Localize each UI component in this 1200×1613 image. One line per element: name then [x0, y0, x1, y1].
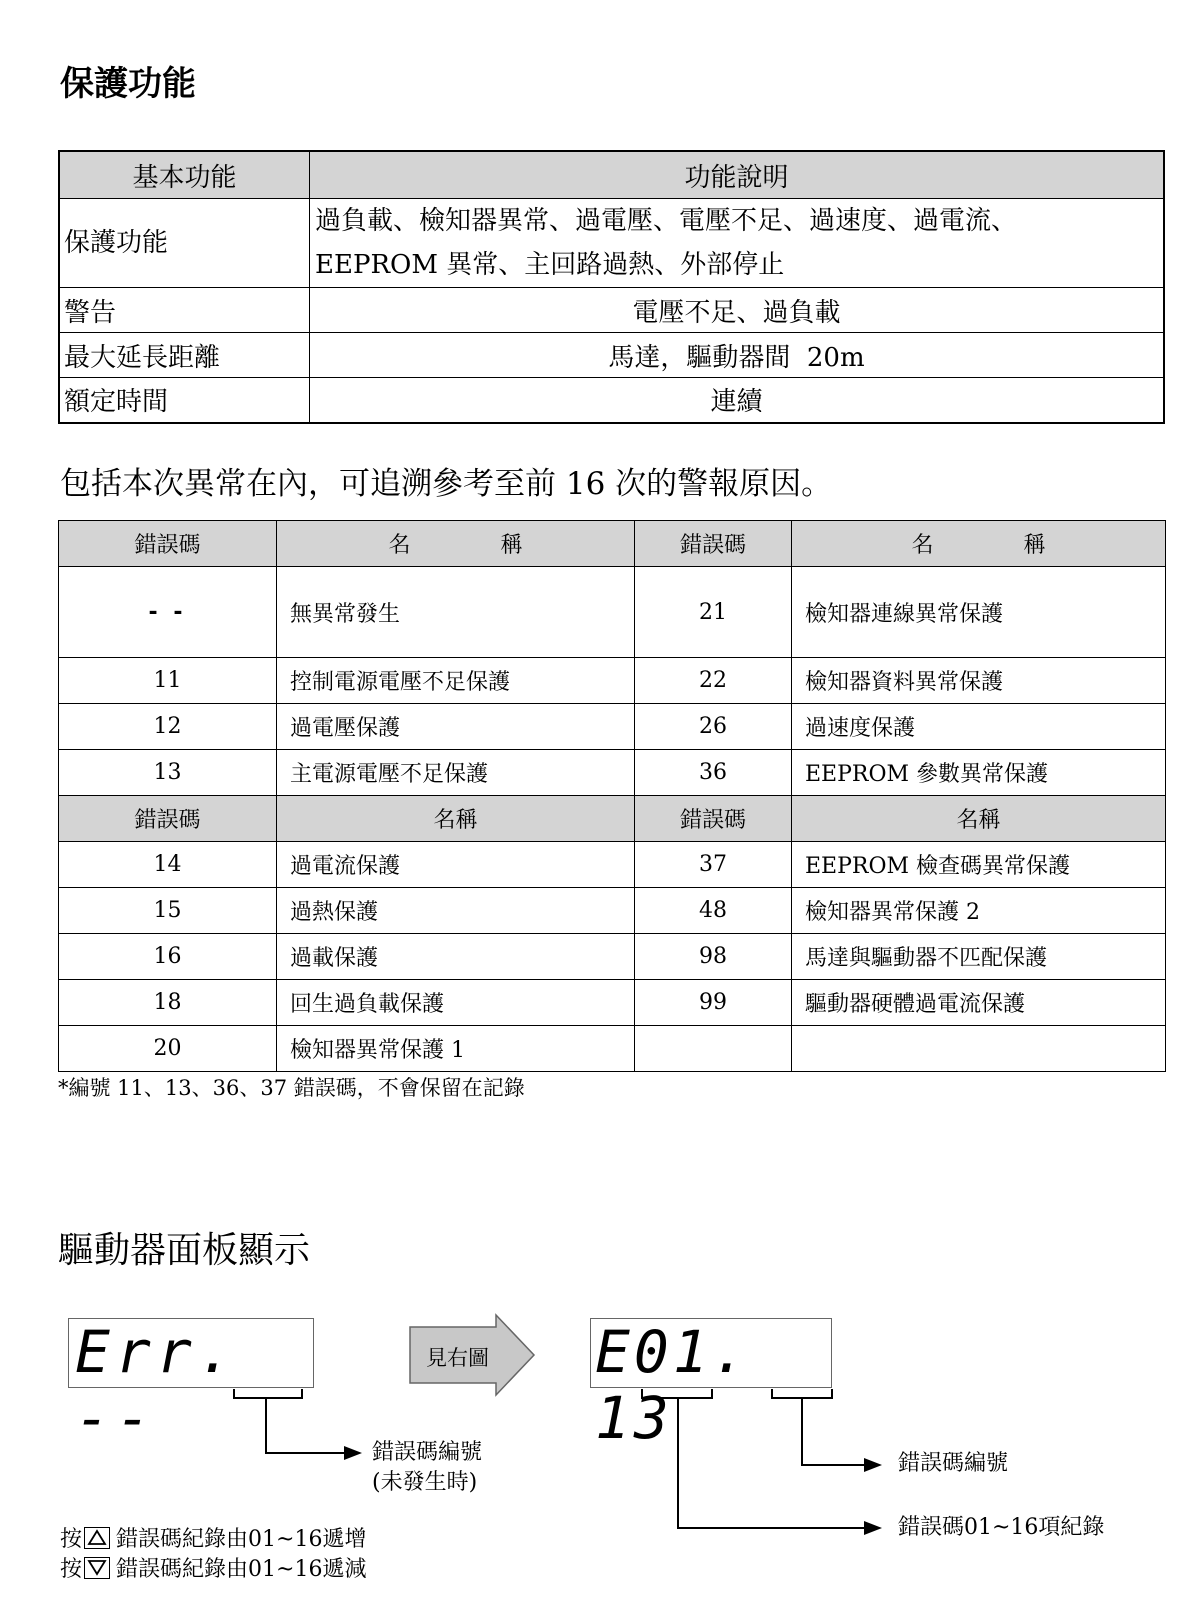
error-name: 過載保護	[277, 934, 635, 980]
spec-label: 最大延長距離	[59, 333, 310, 378]
lcd-display-right: E01. 13	[590, 1318, 832, 1388]
spec-value: 電壓不足、過負載	[310, 288, 1165, 333]
error-name: 無異常發生	[277, 567, 635, 658]
error-code: 20	[59, 1026, 277, 1072]
error-code: 37	[635, 842, 792, 888]
error-name: 過速度保護	[792, 704, 1166, 750]
error-code: - -	[59, 567, 277, 658]
error-code: 12	[59, 704, 277, 750]
label-error-record-index: 錯誤碼01~16項紀錄	[898, 1515, 1105, 1540]
spec-label: 額定時間	[59, 378, 310, 423]
header-code: 錯誤碼	[59, 796, 277, 842]
error-code: 36	[635, 750, 792, 796]
spec-value-line-1: 過負載、檢知器異常、過電壓、電壓不足、過速度、過電流、	[315, 206, 1018, 236]
header-name: 名稱	[792, 796, 1166, 842]
section-title-protection: 保護功能	[60, 64, 196, 104]
down-key-icon	[84, 1557, 110, 1579]
spec-value: 馬達，驅動器間 20m	[310, 333, 1165, 378]
error-name: 控制電源電壓不足保護	[277, 658, 635, 704]
error-code: 15	[59, 888, 277, 934]
error-code: 11	[59, 658, 277, 704]
label-error-code-none: 錯誤碼編號 (未發生時)	[372, 1440, 483, 1495]
header-code: 錯誤碼	[59, 521, 277, 567]
error-name: 檢知器連線異常保護	[792, 567, 1166, 658]
spec-value-line-2: EEPROM 異常、主回路過熱、外部停止	[315, 250, 785, 280]
error-name: EEPROM 參數異常保護	[792, 750, 1166, 796]
error-code: 14	[59, 842, 277, 888]
spec-label: 警告	[59, 288, 310, 333]
label-error-code-number: 錯誤碼編號	[898, 1451, 1009, 1476]
error-name: 檢知器異常保護 1	[277, 1026, 635, 1072]
error-code: 16	[59, 934, 277, 980]
header-name: 名 稱	[792, 521, 1166, 567]
error-name: 過電流保護	[277, 842, 635, 888]
arrow-label: 見右圖	[426, 1346, 489, 1370]
header-name: 名 稱	[277, 521, 635, 567]
error-code: 48	[635, 888, 792, 934]
down-key-instruction: 按 錯誤碼紀錄由01~16遞減	[60, 1557, 367, 1582]
header-code: 錯誤碼	[635, 796, 792, 842]
error-name: 檢知器資料異常保護	[792, 658, 1166, 704]
error-name: 過電壓保護	[277, 704, 635, 750]
error-name: EEPROM 檢查碼異常保護	[792, 842, 1166, 888]
error-code: 99	[635, 980, 792, 1026]
lcd-display-left: Err. --	[68, 1318, 314, 1388]
error-code: 98	[635, 934, 792, 980]
header-name: 名稱	[277, 796, 635, 842]
section-title-panel-display: 驅動器面板顯示	[58, 1230, 311, 1271]
error-name: 過熱保護	[277, 888, 635, 934]
error-name: 驅動器硬體過電流保護	[792, 980, 1166, 1026]
error-code: 13	[59, 750, 277, 796]
spec-value: 連續	[310, 378, 1165, 423]
up-key-icon	[84, 1527, 110, 1549]
error-code: 21	[635, 567, 792, 658]
error-code: 22	[635, 658, 792, 704]
error-name: 回生過負載保護	[277, 980, 635, 1026]
footnote: *編號 11、13、36、37 錯誤碼，不會保留在記錄	[58, 1076, 525, 1100]
error-name: 主電源電壓不足保護	[277, 750, 635, 796]
history-note: 包括本次異常在內，可追溯參考至前 16 次的警報原因。	[60, 466, 833, 502]
spec-header-desc: 功能說明	[310, 151, 1165, 199]
spec-header-basic: 基本功能	[59, 151, 310, 199]
error-name: 馬達與驅動器不匹配保護	[792, 934, 1166, 980]
spec-label: 保護功能	[59, 199, 310, 288]
error-name: 檢知器異常保護 2	[792, 888, 1166, 934]
error-code: 18	[59, 980, 277, 1026]
up-key-instruction: 按 錯誤碼紀錄由01~16遞增	[60, 1527, 367, 1552]
header-code: 錯誤碼	[635, 521, 792, 567]
error-code: 26	[635, 704, 792, 750]
